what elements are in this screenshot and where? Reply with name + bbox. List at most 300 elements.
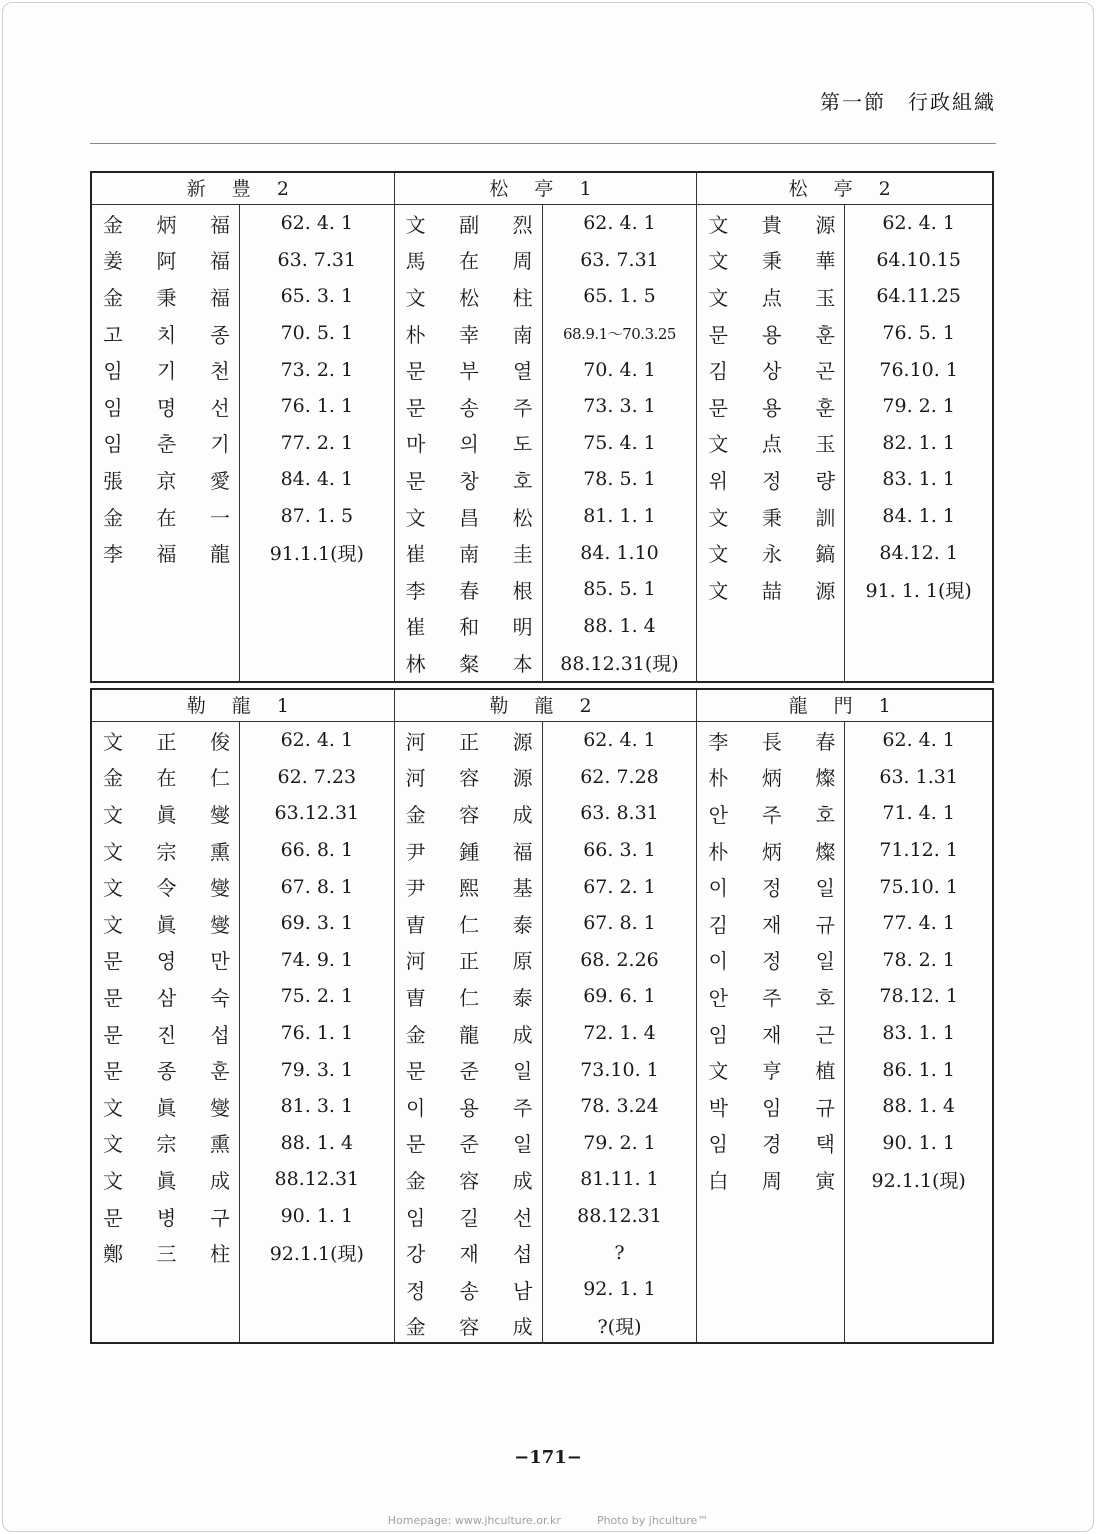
name-char: 柱	[210, 1242, 230, 1267]
name-char: 燦	[815, 766, 836, 791]
district-title: 松 亭 1	[395, 173, 697, 205]
name-char: 原	[512, 949, 533, 974]
name-char: 熙	[459, 876, 480, 901]
page-number: −171−	[514, 1447, 582, 1468]
appointment-date: 88.12.31	[274, 1168, 360, 1191]
name-cell	[697, 1051, 844, 1088]
appointment-date: 81. 3. 1	[280, 1095, 354, 1118]
name-char: 준	[459, 1132, 479, 1157]
name-char: 주	[762, 802, 782, 827]
name-char: 俊	[210, 729, 230, 754]
name-char: 尹	[405, 876, 426, 901]
name-char: 호	[815, 985, 835, 1010]
name-char: 燦	[815, 839, 836, 864]
name-char: 眞	[156, 1095, 177, 1120]
name-cell	[395, 1271, 542, 1308]
name-char: 福	[210, 285, 230, 310]
name-char: 点	[761, 285, 782, 310]
appointment-date: 79. 2. 1	[882, 395, 955, 418]
appointment-date: 65. 1. 5	[583, 285, 656, 308]
name-char: 宗	[156, 1132, 177, 1157]
name-cell	[697, 905, 844, 942]
name-char: 点	[761, 432, 782, 457]
name-cell	[92, 534, 239, 571]
name-cell	[92, 978, 239, 1015]
name-char: 文	[103, 729, 123, 754]
dates-column	[240, 205, 394, 681]
name-char: 曺	[405, 985, 426, 1010]
name-char: 임	[103, 359, 123, 384]
name-cell	[697, 242, 844, 279]
name-char: 崔	[405, 542, 426, 567]
name-char: 鎬	[815, 542, 836, 567]
name-cell	[395, 608, 542, 645]
dates-column	[543, 722, 697, 1344]
name-cell	[92, 942, 239, 979]
name-char: 南	[459, 542, 480, 567]
name-char: 根	[512, 578, 533, 603]
name-char: 龍	[210, 542, 230, 567]
appointment-date: 76. 1. 1	[280, 395, 354, 418]
name-char: 곤	[815, 359, 835, 384]
name-char: 眞	[156, 912, 177, 937]
appointment-date: 67. 2. 1	[583, 875, 656, 898]
name-cell	[395, 1015, 542, 1052]
appointment-date: 63.12.31	[274, 802, 360, 825]
name-char: 문	[405, 395, 426, 420]
name-char: 鍾	[459, 839, 480, 864]
name-cell	[395, 1161, 542, 1198]
name-char: 일	[815, 876, 835, 901]
name-char: 명	[156, 395, 177, 420]
name-char: 朴	[405, 322, 426, 347]
name-char: 令	[156, 876, 177, 901]
name-char: 和	[459, 615, 480, 640]
appointment-date: 66. 3. 1	[583, 839, 656, 862]
name-char: 마	[405, 432, 426, 457]
name-char: 源	[512, 766, 533, 791]
name-char: 燮	[210, 802, 230, 827]
name-cell	[697, 315, 844, 352]
dates-column	[845, 722, 992, 1342]
name-char: 秉	[156, 285, 177, 310]
appointment-date: 92.1.1(現)	[871, 1169, 966, 1192]
appointment-date: 83. 1. 1	[882, 468, 955, 491]
appointment-date: 62. 4. 1	[882, 212, 955, 235]
name-cell	[395, 425, 542, 462]
name-char: 주	[762, 985, 782, 1010]
name-cell	[92, 832, 239, 869]
appointment-date: 70. 4. 1	[583, 358, 656, 381]
name-cell	[395, 242, 542, 279]
appointment-date: 69. 6. 1	[583, 985, 656, 1008]
name-char: 정	[762, 876, 782, 901]
appointment-date: 88. 1. 4	[882, 1095, 955, 1118]
name-char: 龍	[459, 1022, 480, 1047]
name-char: 훈	[815, 322, 835, 347]
name-char: 치	[156, 322, 177, 347]
name-cell	[92, 1125, 239, 1162]
name-char: 福	[156, 542, 177, 567]
name-char: 선	[210, 395, 230, 420]
name-cell	[92, 388, 239, 425]
name-cell	[395, 905, 542, 942]
name-char: 문	[708, 395, 728, 420]
name-char: 李	[708, 729, 729, 754]
name-cell	[92, 905, 239, 942]
dates-column	[240, 722, 394, 1342]
name-cell	[395, 759, 542, 796]
name-char: 成	[512, 802, 533, 827]
district-section	[697, 173, 992, 681]
name-char: 福	[512, 839, 533, 864]
appointment-date: 63. 8.31	[580, 802, 659, 825]
name-cell	[697, 461, 844, 498]
name-char: 문	[103, 949, 123, 974]
name-char: 眞	[156, 1168, 177, 1193]
name-char: 이	[405, 1095, 426, 1120]
appointment-date: 73.10. 1	[580, 1058, 659, 1081]
name-char: 曺	[405, 912, 426, 937]
name-char: 숙	[210, 985, 230, 1010]
name-char: 粲	[459, 651, 480, 676]
name-cell	[395, 1198, 542, 1235]
footer-photo: Photo by jhculture™	[596, 1514, 709, 1527]
name-char: 仁	[459, 985, 480, 1010]
appointment-date: ?(現)	[597, 1316, 642, 1339]
name-char: 華	[815, 249, 836, 274]
name-char: 문	[405, 359, 426, 384]
name-char: 의	[459, 432, 479, 457]
name-char: 金	[103, 505, 123, 530]
name-char: 愛	[210, 468, 230, 493]
name-char: 仁	[459, 912, 480, 937]
appointment-date: 92. 1. 1	[583, 1278, 656, 1301]
name-char: 容	[459, 1315, 480, 1340]
names-column	[395, 722, 543, 1344]
appointment-date: 86. 1. 1	[882, 1058, 955, 1081]
appointment-date: 68. 2.26	[580, 948, 659, 971]
dates-column	[845, 205, 992, 681]
appointment-date: 63. 7.31	[580, 248, 659, 271]
name-char: 훈	[210, 1059, 230, 1084]
name-cell	[395, 868, 542, 905]
appointment-date: 63. 7.31	[277, 248, 357, 271]
name-char: 永	[761, 542, 782, 567]
name-cell	[697, 351, 844, 388]
name-char: 文	[708, 432, 729, 457]
appointment-date: 62. 4. 1	[583, 729, 656, 752]
appointment-date: 75.10. 1	[879, 875, 958, 898]
name-cell	[92, 242, 239, 279]
name-char: 재	[459, 1242, 479, 1267]
name-char: 林	[405, 651, 426, 676]
name-char: 재	[762, 912, 782, 937]
name-char: 李	[405, 578, 426, 603]
district-title: 龍 門 1	[697, 690, 992, 722]
appointment-date: 64.11.25	[876, 285, 961, 308]
name-char: 金	[405, 802, 426, 827]
name-cell	[92, 205, 239, 242]
name-char: 정	[762, 468, 782, 493]
name-char: 남	[512, 1278, 533, 1303]
name-char: 春	[459, 578, 480, 603]
names-column	[697, 722, 845, 1342]
appointment-date: 68.9.1～70.3.25	[563, 324, 676, 343]
appointment-date: 85. 5. 1	[583, 578, 656, 601]
appointment-date: 72. 1. 4	[583, 1022, 656, 1045]
name-char: 本	[512, 651, 533, 676]
name-char: 源	[815, 212, 836, 237]
name-char: 송	[459, 395, 479, 420]
name-cell	[395, 795, 542, 832]
name-cell	[395, 461, 542, 498]
name-char: 섭	[210, 1022, 230, 1047]
name-char: 正	[156, 729, 177, 754]
name-cell	[395, 1234, 542, 1271]
name-char: 白	[708, 1168, 729, 1193]
appointment-date: 74. 9. 1	[280, 948, 354, 971]
appointment-date: 75. 4. 1	[583, 431, 656, 454]
name-cell	[395, 205, 542, 242]
name-cell	[395, 571, 542, 608]
name-char: 眞	[156, 802, 177, 827]
name-char: 訓	[815, 505, 836, 530]
name-char: 圭	[512, 542, 533, 567]
name-char: 在	[156, 766, 177, 791]
name-char: 成	[512, 1315, 533, 1340]
name-char: 일	[815, 949, 835, 974]
appointment-date: 73. 3. 1	[583, 395, 656, 418]
appointment-date: 78. 5. 1	[583, 468, 656, 491]
name-char: 馬	[405, 249, 426, 274]
name-char: 在	[459, 249, 480, 274]
name-char: 문	[103, 1205, 123, 1230]
name-char: 종	[156, 1059, 177, 1084]
appointment-date: 87. 1. 5	[280, 505, 354, 528]
name-char: 문	[103, 985, 123, 1010]
name-char: 文	[405, 285, 426, 310]
name-char: 張	[103, 468, 123, 493]
appointment-date: 88.12.31	[577, 1205, 662, 1228]
name-cell	[395, 351, 542, 388]
name-char: 朴	[708, 839, 729, 864]
name-char: 김	[708, 359, 728, 384]
appointment-date: 88. 1. 4	[280, 1131, 354, 1154]
name-char: 일	[512, 1059, 533, 1084]
names-column	[92, 722, 240, 1342]
appointment-date: 78.12. 1	[879, 985, 958, 1008]
name-char: 金	[405, 1168, 426, 1193]
name-char: 文	[103, 912, 123, 937]
name-cell	[395, 498, 542, 535]
name-char: 炳	[761, 766, 782, 791]
appointment-date: 62. 4. 1	[882, 729, 955, 752]
name-cell	[395, 644, 542, 681]
appointment-date: 84. 1. 1	[882, 505, 955, 528]
name-char: 택	[815, 1132, 835, 1157]
district-title: 勒 龍 1	[92, 690, 394, 722]
name-char: 文	[708, 249, 729, 274]
name-char: 容	[459, 802, 480, 827]
name-char: 이	[708, 876, 728, 901]
name-char: 烈	[512, 212, 533, 237]
name-char: 천	[210, 359, 230, 384]
appointment-date: 82. 1. 1	[882, 431, 955, 454]
name-char: 文	[708, 542, 729, 567]
name-cell	[697, 534, 844, 571]
name-char: 상	[762, 359, 782, 384]
name-char: 京	[156, 468, 177, 493]
name-cell	[92, 498, 239, 535]
name-char: 李	[103, 542, 123, 567]
appointment-date: 79. 2. 1	[583, 1131, 656, 1154]
name-char: 용	[762, 322, 782, 347]
name-char: 문	[103, 1059, 123, 1084]
name-char: 주	[512, 1095, 533, 1120]
name-char: 文	[103, 876, 123, 901]
name-char: 고	[103, 322, 123, 347]
district-title: 松 亭 2	[697, 173, 992, 205]
name-char: 喆	[761, 578, 782, 603]
name-cell	[92, 315, 239, 352]
running-head-title: 行政組織	[908, 90, 996, 114]
name-char: 成	[512, 1168, 533, 1193]
name-char: 正	[459, 949, 480, 974]
name-char: 松	[512, 505, 533, 530]
name-char: 金	[405, 1315, 426, 1340]
name-char: 在	[156, 505, 177, 530]
appointment-date: 76. 1. 1	[280, 1022, 354, 1045]
name-char: 文	[405, 505, 426, 530]
appointment-date: 90. 1. 1	[280, 1205, 354, 1228]
name-char: 泰	[512, 912, 533, 937]
name-char: 종	[210, 322, 230, 347]
appointment-date: 88.12.31(現)	[560, 652, 679, 675]
name-char: 熏	[210, 839, 230, 864]
name-char: 주	[512, 395, 533, 420]
appointment-date: 78. 2. 1	[882, 948, 955, 971]
name-char: 문	[708, 322, 728, 347]
name-char: 秉	[761, 505, 782, 530]
footer-homepage: Homepage: www.jhculture.or.kr	[387, 1514, 561, 1527]
name-cell	[697, 1125, 844, 1162]
name-cell	[395, 722, 542, 759]
appointment-date: 70. 5. 1	[280, 322, 354, 345]
appointment-date: 63. 1.31	[879, 765, 958, 788]
name-cell	[92, 278, 239, 315]
appointment-date: 92.1.1(現)	[269, 1243, 364, 1266]
name-char: 秉	[761, 249, 782, 274]
name-char: 文	[103, 1168, 123, 1193]
appointment-date: 67. 8. 1	[280, 875, 354, 898]
name-char: 金	[103, 766, 123, 791]
name-char: 基	[512, 876, 533, 901]
name-char: 玉	[815, 285, 836, 310]
name-char: 박	[708, 1095, 728, 1120]
names-column	[697, 205, 845, 681]
name-char: 文	[708, 578, 729, 603]
name-char: 위	[708, 468, 728, 493]
name-char: 기	[210, 432, 230, 457]
appointment-date: 65. 3. 1	[280, 285, 354, 308]
name-char: 松	[459, 285, 480, 310]
appointment-date: 62. 4. 1	[280, 729, 354, 752]
name-char: 용	[762, 395, 782, 420]
appointment-date: 79. 3. 1	[280, 1058, 354, 1081]
name-char: 朴	[708, 766, 729, 791]
district-title: 勒 龍 2	[395, 690, 697, 722]
name-cell	[697, 498, 844, 535]
name-cell	[92, 1161, 239, 1198]
names-column	[92, 205, 240, 681]
appointment-date: 62. 4. 1	[280, 212, 354, 235]
name-char: 植	[815, 1059, 836, 1084]
appointment-date: 91.1.1(現)	[269, 543, 364, 566]
name-char: 훈	[815, 395, 835, 420]
name-char: 貴	[761, 212, 782, 237]
appointment-date: 64.10.15	[876, 248, 961, 271]
name-char: 阿	[156, 249, 177, 274]
name-char: 호	[512, 468, 533, 493]
appointment-date: 77. 4. 1	[882, 912, 955, 935]
name-char: 玉	[815, 432, 836, 457]
dates-column	[543, 205, 697, 681]
name-cell	[697, 205, 844, 242]
name-cell	[395, 832, 542, 869]
appointment-date: 84. 4. 1	[280, 468, 354, 491]
name-char: 柱	[512, 285, 533, 310]
name-cell	[395, 942, 542, 979]
name-char: 임	[708, 1132, 728, 1157]
appointment-date: 62. 7.23	[277, 765, 357, 788]
appointment-date: 75. 2. 1	[280, 985, 354, 1008]
name-cell	[92, 351, 239, 388]
name-char: 문	[405, 1059, 426, 1084]
name-char: 文	[103, 1132, 123, 1157]
name-char: 문	[405, 468, 426, 493]
appointment-date: 71. 4. 1	[882, 802, 955, 825]
appointment-date: 76.10. 1	[879, 358, 958, 381]
name-cell	[697, 832, 844, 869]
name-char: 容	[459, 1168, 480, 1193]
appointment-date: 81. 1. 1	[583, 505, 656, 528]
appointment-date: 62. 4. 1	[583, 212, 656, 235]
name-char: 춘	[156, 432, 177, 457]
name-char: 열	[512, 359, 533, 384]
name-cell	[92, 1198, 239, 1235]
name-cell	[395, 1088, 542, 1125]
name-char: 기	[156, 359, 177, 384]
name-cell	[92, 1088, 239, 1125]
name-cell	[395, 278, 542, 315]
name-char: 삼	[156, 985, 177, 1010]
name-char: 규	[815, 1095, 835, 1120]
name-char: 副	[459, 212, 480, 237]
name-char: 寅	[815, 1168, 836, 1193]
name-cell	[697, 1088, 844, 1125]
name-cell	[92, 1234, 239, 1271]
name-cell	[395, 388, 542, 425]
appointment-date: 88. 1. 4	[583, 614, 656, 637]
name-char: 金	[405, 1022, 426, 1047]
name-char: 福	[210, 249, 230, 274]
name-char: 姜	[103, 249, 123, 274]
name-char: 文	[708, 212, 729, 237]
name-cell	[697, 388, 844, 425]
name-cell	[697, 942, 844, 979]
name-char: 병	[156, 1205, 177, 1230]
